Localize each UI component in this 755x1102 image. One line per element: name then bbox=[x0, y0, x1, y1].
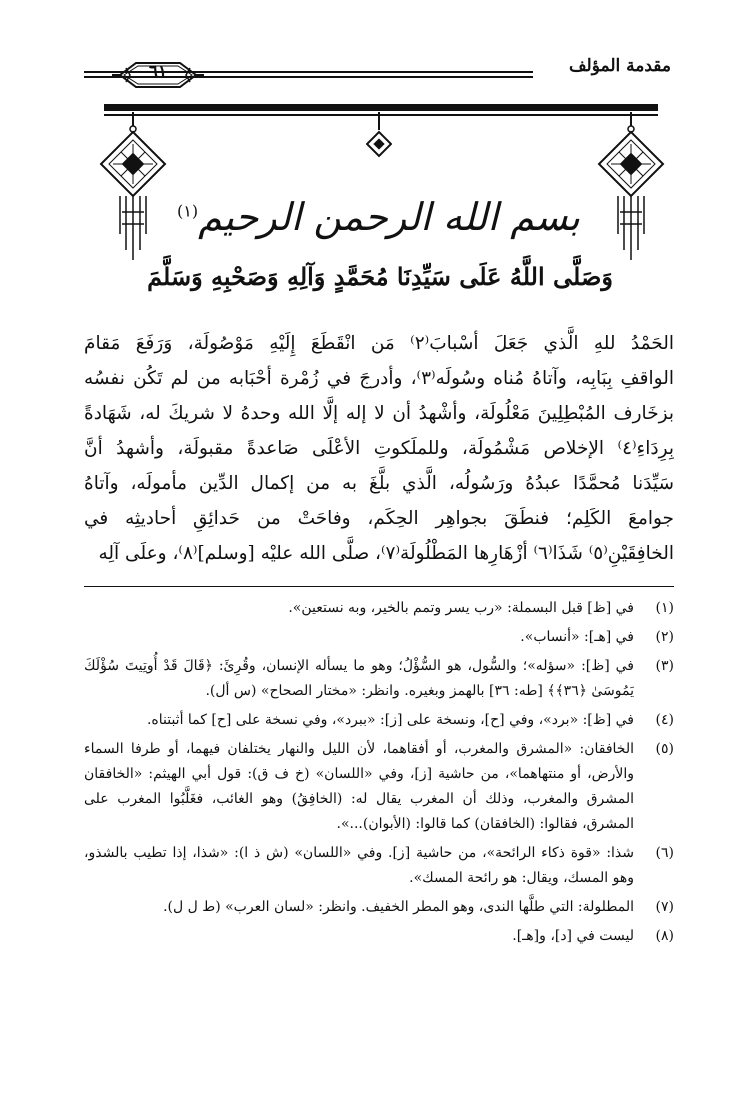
page-number: ٦١ bbox=[148, 62, 168, 82]
text-line: بزخَارف المُبْطِلِينَ مَعْلُولَة، وأشْهدُ أن لا إله إلَّا الله وحدهُ لا شريكَ له، شَهَادةً bbox=[84, 403, 674, 424]
footnote-text: المطلولة: التي طلَّها الندى، وهو المطر الخفيف. وانظر: «لسان العرب» (ط ل ل). bbox=[163, 899, 634, 915]
hanging-lantern-icon bbox=[98, 112, 168, 262]
footnote-text: في [ظ]: «برد»، وفي [ح]، ونسخة على [ز]: «ببرد»، وفي نسخة على [ح] كما أثبتناه. bbox=[146, 712, 634, 728]
basmala-footnote-marker: (١) bbox=[176, 201, 199, 221]
footnote-text: الخافقان: «المشرق والمغرب، أو أفقاهما، لأن الليل والنهار يختلفان فيهما، أو طرفا السماء والأرض، أو منتهاهما»، من حاشية [ز]، وفي «اللسان» (خ ف ق): قول أبي الهيثم: «الخافقان المشرق والمغرب، وذلك أن المغرب يقال له: (الخافِقُ) وهو الغائب، فغَلَّبُوا المغرب على المشرق، فقالوا: (الخافقان) كما قالوا: (الأبوان)...». bbox=[84, 741, 634, 832]
footnote bbox=[84, 596, 674, 621]
text-line: سَيِّدَنا مُحمَّدًا عبدُهُ ورَسُولُه، الَّذي بلَّغَ به من إكمال الدِّين مأمولَه، وآتاهُ bbox=[84, 473, 674, 494]
footnote-text: في [ظ]: «سؤله»؛ والسُّول، هو السُّؤْلُ؛ وهو ما يسأله الإنسان، وقُرِئَ: ﴿قَالَ قَدْ أُوتِيتَ سُؤْلَكَ يَمُوسَىٰ ﴿٣٦﴾﴾ [طه: ٣٦] بالهمز وبغيره. وانظر: «مختار الصحاح» (س أل). bbox=[84, 658, 634, 699]
center-pendant-icon bbox=[366, 112, 392, 160]
footnote-number: (١) bbox=[655, 600, 674, 616]
basmala-calligraphy: بسم الله الرحمن الرحيم$^{(١)}$ bbox=[176, 195, 580, 239]
footnote bbox=[84, 625, 674, 650]
page-header-title: مقدمة المؤلف bbox=[568, 56, 671, 76]
text-line: الخافِقَيْنِ⁽٥⁾ شَذَا⁽٦⁾ أزْهَارِها المَطْلُولَة⁽٧⁾، صلَّى الله عليْه [وسلم]⁽٨⁾، وعلَى آلِه bbox=[98, 543, 674, 564]
footnote-number: (٦) bbox=[655, 845, 674, 861]
footnote-number: (٥) bbox=[655, 741, 674, 757]
salawat-line: وَصَلَّى اللَّهُ عَلَى سَيِّدِنَا مُحَمَّدٍ وَآلِهِ وَصَحْبِهِ وَسَلَّمَ bbox=[147, 262, 613, 291]
footnote bbox=[84, 924, 674, 949]
main-text bbox=[84, 326, 674, 571]
footnote-number: (٧) bbox=[655, 899, 674, 915]
hanging-lantern-icon bbox=[596, 112, 666, 262]
footnote bbox=[84, 895, 674, 920]
text-line: جوامعَ الكَلِم؛ فنطَقَ بجواهِر الحِكَم، وفاحَتْ من حَدائِقِ أحاديثِه في bbox=[84, 508, 674, 529]
footnote-text: في [هـ]: «أنساب». bbox=[520, 629, 634, 645]
footnotes bbox=[84, 596, 674, 953]
footnote-number: (٣) bbox=[655, 658, 674, 674]
header-rule-left bbox=[84, 76, 112, 78]
header-rule-left bbox=[84, 71, 112, 73]
footnote-number: (٨) bbox=[655, 928, 674, 944]
footnote-separator bbox=[84, 586, 674, 587]
footnote-number: (٢) bbox=[655, 629, 674, 645]
text-line: الحَمْدُ للهِ الَّذي جَعَلَ أسْبابَ⁽٢⁾ مَن انْقَطَعَ إِلَيْهِ مَوْصُولَة، وَرَفَعَ مَقامَ bbox=[84, 333, 674, 354]
footnote-number: (٤) bbox=[655, 712, 674, 728]
footnote bbox=[84, 654, 674, 704]
footnote bbox=[84, 737, 674, 837]
text-line: الواقفِ بِبَابِه، وآتاهُ مُناه وسُولَه⁽٣⁾، وأدرجَ في زُمْرة أحْبَابه من لم تَكُن نفسُه bbox=[84, 368, 674, 389]
footnote bbox=[84, 708, 674, 733]
footnote-text: ليست في [د]، و[هـ]. bbox=[512, 928, 634, 944]
footnote-text: شذا: «قوة ذكاء الرائحة»، من حاشية [ز]. وفي «اللسان» (ش ذ ا): «شذا، إذا تطيب بالشذو، وهو المسك، ويقال: هو رائحة المسك». bbox=[84, 845, 634, 886]
text-line: بِرِدَاءِ⁽٤⁾ الإخلاص مَشْمُولَة، وللملَكوتِ الأعْلَى صَاعدةً مقبولَة، وأشهدُ أنَّ bbox=[84, 438, 674, 459]
ornament-bar bbox=[104, 104, 658, 111]
footnote bbox=[84, 841, 674, 891]
footnote-text: في [ظ] قبل البسملة: «رب يسر وتمم بالخير، وبه نستعين». bbox=[288, 600, 634, 616]
